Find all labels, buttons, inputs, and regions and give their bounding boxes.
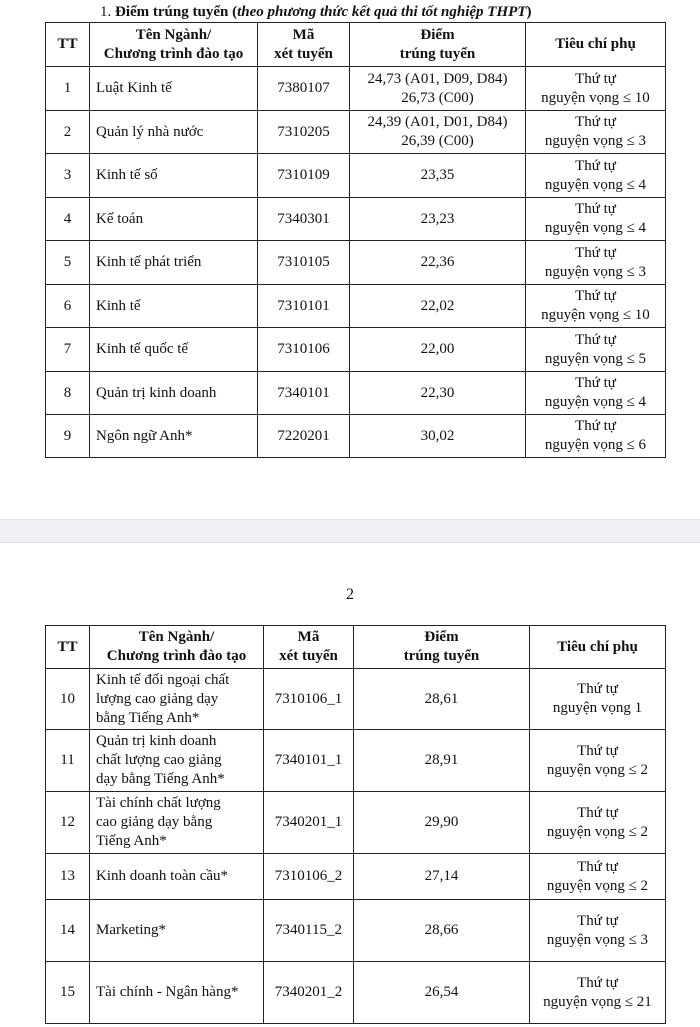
table-row xyxy=(46,669,666,730)
cell-code: 7310109 xyxy=(258,154,350,198)
heading-italic-text: theo phương thức kết quả thi tốt nghiệp THPT xyxy=(237,4,527,20)
cell-score: 26,54 xyxy=(354,962,530,1024)
cell-program-name: Ngôn ngữ Anh* xyxy=(90,415,258,458)
cell-score: 22,36 xyxy=(350,241,526,285)
cell-tt: 11 xyxy=(46,730,90,792)
heading-number: 1. xyxy=(100,4,112,20)
cell-criteria: Thứ tự nguyện vọng ≤ 3 xyxy=(530,900,666,962)
cell-code: 7380107 xyxy=(258,67,350,111)
cell-tt: 4 xyxy=(46,198,90,241)
cell-tt: 13 xyxy=(46,854,90,900)
cell-program-name: Quản trị kinh doanh xyxy=(90,372,258,415)
cell-tt: 7 xyxy=(46,328,90,372)
cell-score: 23,35 xyxy=(350,154,526,198)
cell-tt: 2 xyxy=(46,111,90,154)
cell-score: 27,14 xyxy=(354,854,530,900)
cell-code: 7310205 xyxy=(258,111,350,154)
table-row xyxy=(46,415,666,458)
cell-program-name: Luật Kinh tế xyxy=(90,67,258,111)
table-row xyxy=(46,372,666,415)
cell-criteria: Thứ tự nguyện vọng ≤ 21 xyxy=(530,962,666,1024)
header-tt: TT xyxy=(46,23,90,67)
cell-code: 7340201_1 xyxy=(264,792,354,854)
table-row xyxy=(46,792,666,854)
table-row xyxy=(46,67,666,111)
cell-tt: 3 xyxy=(46,154,90,198)
cell-score: 24,73 (A01, D09, D84) 26,73 (C00) xyxy=(350,67,526,111)
cell-code: 7310106_1 xyxy=(264,669,354,730)
table-row xyxy=(46,900,666,962)
cell-code: 7340201_2 xyxy=(264,962,354,1024)
cell-score: 22,30 xyxy=(350,372,526,415)
page-number: 2 xyxy=(346,586,354,603)
cell-program-name: Kinh tế đối ngoại chất lượng cao giảng dạy bằng Tiếng Anh* xyxy=(90,669,264,730)
admission-scores-table-2 xyxy=(45,625,666,1024)
header-program-name: Tên Ngành/ Chương trình đào tạo xyxy=(90,23,258,67)
cell-program-name: Kinh tế xyxy=(90,285,258,328)
table-header-row xyxy=(46,23,666,67)
cell-criteria: Thứ tự nguyện vọng ≤ 3 xyxy=(526,111,666,154)
cell-tt: 5 xyxy=(46,241,90,285)
cell-program-name: Marketing* xyxy=(90,900,264,962)
cell-program-name: Tài chính - Ngân hàng* xyxy=(90,962,264,1024)
table-row xyxy=(46,854,666,900)
cell-tt: 1 xyxy=(46,67,90,111)
admission-scores-table-1 xyxy=(45,22,666,458)
cell-score: 30,02 xyxy=(350,415,526,458)
cell-score: 28,91 xyxy=(354,730,530,792)
cell-code: 7220201 xyxy=(258,415,350,458)
section-heading xyxy=(100,2,531,22)
cell-criteria: Thứ tự nguyện vọng ≤ 2 xyxy=(530,792,666,854)
cell-code: 7310105 xyxy=(258,241,350,285)
cell-score: 29,90 xyxy=(354,792,530,854)
cell-program-name: Quản lý nhà nước xyxy=(90,111,258,154)
cell-score: 22,00 xyxy=(350,328,526,372)
cell-tt: 12 xyxy=(46,792,90,854)
cell-score: 28,66 xyxy=(354,900,530,962)
header-program-name: Tên Ngành/ Chương trình đào tạo xyxy=(90,626,264,669)
cell-tt: 14 xyxy=(46,900,90,962)
table-row xyxy=(46,962,666,1024)
table-row xyxy=(46,241,666,285)
header-criteria: Tiêu chí phụ xyxy=(526,23,666,67)
cell-tt: 9 xyxy=(46,415,90,458)
header-score: Điểm trúng tuyển xyxy=(350,23,526,67)
cell-criteria: Thứ tự nguyện vọng ≤ 5 xyxy=(526,328,666,372)
cell-program-name: Kinh tế quốc tế xyxy=(90,328,258,372)
cell-score: 23,23 xyxy=(350,198,526,241)
cell-code: 7340115_2 xyxy=(264,900,354,962)
cell-tt: 8 xyxy=(46,372,90,415)
cell-score: 22,02 xyxy=(350,285,526,328)
cell-criteria: Thứ tự nguyện vọng ≤ 4 xyxy=(526,198,666,241)
table-header-row xyxy=(46,626,666,669)
table-row xyxy=(46,198,666,241)
cell-program-name: Tài chính chất lượng cao giảng dạy bằng Tiếng Anh* xyxy=(90,792,264,854)
table-row xyxy=(46,285,666,328)
cell-code: 7340101_1 xyxy=(264,730,354,792)
cell-tt: 6 xyxy=(46,285,90,328)
table-row xyxy=(46,730,666,792)
cell-code: 7340101 xyxy=(258,372,350,415)
cell-tt: 10 xyxy=(46,669,90,730)
cell-code: 7340301 xyxy=(258,198,350,241)
cell-program-name: Kinh doanh toàn cầu* xyxy=(90,854,264,900)
cell-criteria: Thứ tự nguyện vọng ≤ 4 xyxy=(526,154,666,198)
heading-bold-text: Điểm trúng tuyển ( xyxy=(115,4,238,20)
table-row xyxy=(46,154,666,198)
cell-code: 7310106_2 xyxy=(264,854,354,900)
cell-program-name: Kế toán xyxy=(90,198,258,241)
page-break xyxy=(0,519,700,543)
cell-criteria: Thứ tự nguyện vọng ≤ 2 xyxy=(530,854,666,900)
cell-program-name: Quản trị kinh doanh chất lượng cao giảng dạy bằng Tiếng Anh* xyxy=(90,730,264,792)
cell-criteria: Thứ tự nguyện vọng ≤ 10 xyxy=(526,67,666,111)
cell-code: 7310101 xyxy=(258,285,350,328)
header-code: Mã xét tuyển xyxy=(264,626,354,669)
cell-criteria: Thứ tự nguyện vọng ≤ 3 xyxy=(526,241,666,285)
header-score: Điểm trúng tuyển xyxy=(354,626,530,669)
header-code: Mã xét tuyển xyxy=(258,23,350,67)
cell-criteria: Thứ tự nguyện vọng ≤ 4 xyxy=(526,372,666,415)
cell-program-name: Kinh tế phát triển xyxy=(90,241,258,285)
cell-tt: 15 xyxy=(46,962,90,1024)
header-tt: TT xyxy=(46,626,90,669)
cell-criteria: Thứ tự nguyện vọng ≤ 10 xyxy=(526,285,666,328)
table-row xyxy=(46,111,666,154)
cell-code: 7310106 xyxy=(258,328,350,372)
cell-score: 28,61 xyxy=(354,669,530,730)
cell-criteria: Thứ tự nguyện vọng 1 xyxy=(530,669,666,730)
cell-score: 24,39 (A01, D01, D84) 26,39 (C00) xyxy=(350,111,526,154)
header-criteria: Tiêu chí phụ xyxy=(530,626,666,669)
cell-criteria: Thứ tự nguyện vọng ≤ 2 xyxy=(530,730,666,792)
cell-criteria: Thứ tự nguyện vọng ≤ 6 xyxy=(526,415,666,458)
cell-program-name: Kinh tế số xyxy=(90,154,258,198)
heading-close-paren: ) xyxy=(526,4,532,20)
table-row xyxy=(46,328,666,372)
